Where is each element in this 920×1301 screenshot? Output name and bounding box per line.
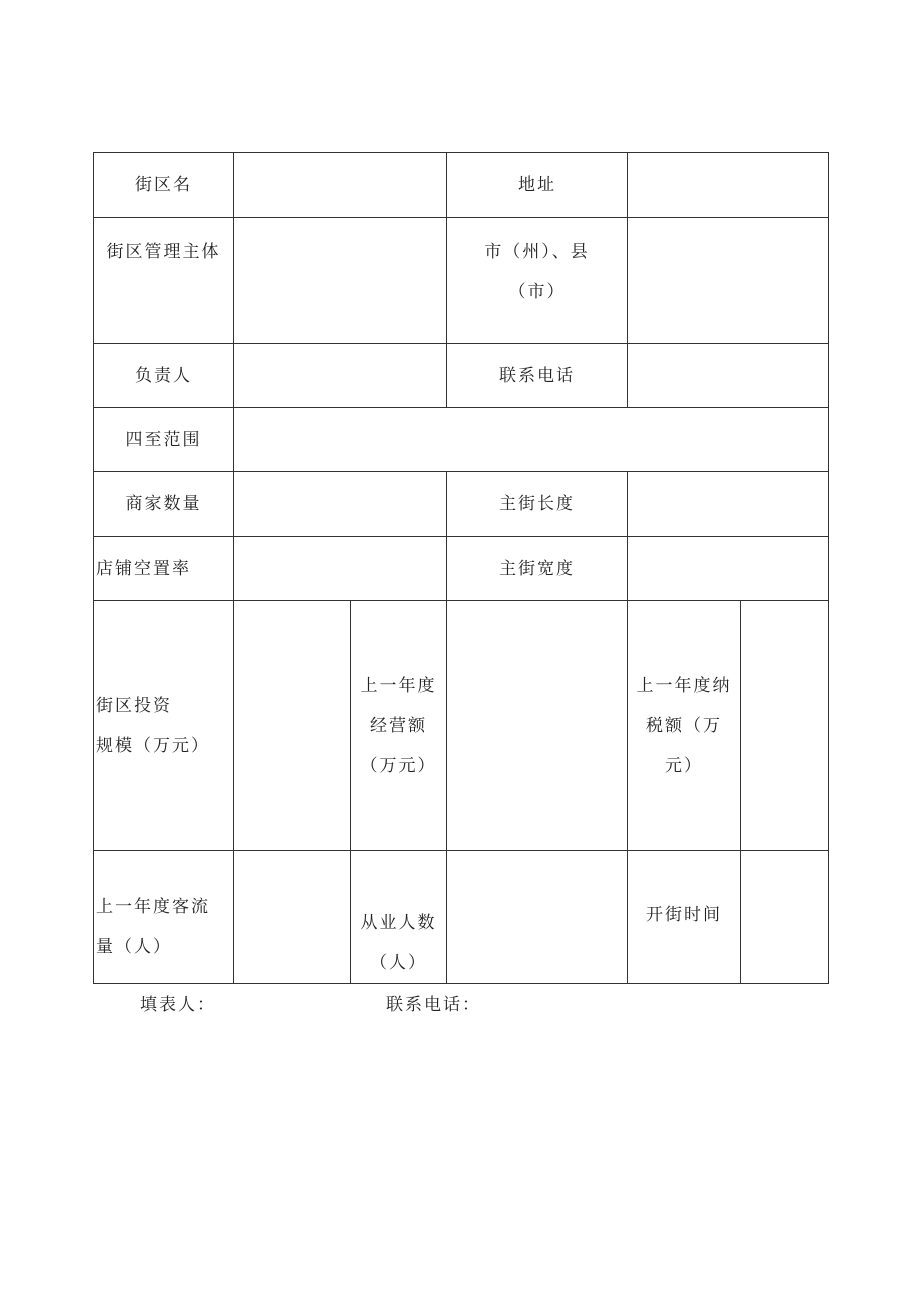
main-street-length-field[interactable] <box>628 472 829 537</box>
opening-time-label: 开街时间 <box>628 851 741 984</box>
visitor-flow-label-line2: 量（人） <box>96 937 172 957</box>
address-label: 地址 <box>447 153 628 218</box>
main-street-width-field[interactable] <box>628 537 829 601</box>
street-name-field[interactable] <box>234 153 447 218</box>
address-field[interactable] <box>628 153 829 218</box>
annual-revenue-label-line2: 经营额 <box>370 715 427 736</box>
management-entity-label: 街区管理主体 <box>94 218 234 344</box>
investment-scale-label <box>94 601 234 851</box>
footer-phone-label: 联系电话： <box>386 995 481 1015</box>
person-in-charge-label: 负责人 <box>94 344 234 408</box>
annual-revenue-field[interactable] <box>447 601 628 851</box>
city-county-field[interactable] <box>628 218 829 344</box>
contact-phone-field[interactable] <box>628 344 829 408</box>
management-entity-field[interactable] <box>234 218 447 344</box>
employee-count-label-line2: （人） <box>370 953 427 973</box>
investment-scale-label-line1: 街区投资 <box>96 695 172 716</box>
boundary-label: 四至范围 <box>94 408 234 472</box>
visitor-flow-label-line1: 上一年度客流 <box>96 897 210 917</box>
opening-time-field[interactable] <box>741 851 829 984</box>
investment-scale-field[interactable] <box>234 601 351 851</box>
vacancy-rate-label: 店铺空置率 <box>94 537 234 601</box>
annual-revenue-label-line1: 上一年度 <box>360 675 437 696</box>
annual-tax-label-line2: 税额（万 <box>646 715 722 736</box>
contact-phone-label: 联系电话 <box>447 344 628 408</box>
city-county-label <box>447 218 628 344</box>
annual-tax-label <box>628 601 741 851</box>
person-in-charge-field[interactable] <box>234 344 447 408</box>
main-street-width-label: 主街宽度 <box>447 537 628 601</box>
employee-count-field[interactable] <box>447 851 628 984</box>
city-county-label-line2: （市） <box>508 282 566 302</box>
merchant-count-field[interactable] <box>234 472 447 537</box>
annual-tax-field[interactable] <box>741 601 829 851</box>
vacancy-rate-field[interactable] <box>234 537 447 601</box>
merchant-count-label: 商家数量 <box>94 472 234 537</box>
filler-label: 填表人： <box>140 995 216 1015</box>
street-name-label: 街区名 <box>94 153 234 218</box>
main-street-length-label: 主街长度 <box>447 472 628 537</box>
street-info-form <box>93 152 829 984</box>
employee-count-label-line1: 从业人数 <box>360 913 437 933</box>
annual-revenue-label-line3: （万元） <box>360 755 437 776</box>
employee-count-label <box>351 851 447 984</box>
investment-scale-label-line2: 规模（万元） <box>96 735 210 756</box>
visitor-flow-label <box>94 851 234 984</box>
annual-tax-label-line1: 上一年度纳 <box>636 675 732 696</box>
annual-revenue-label <box>351 601 447 851</box>
boundary-field[interactable] <box>234 408 829 472</box>
visitor-flow-field[interactable] <box>234 851 351 984</box>
city-county-label-line1: 市（州）、县 <box>484 242 590 262</box>
annual-tax-label-line3: 元） <box>665 755 703 776</box>
